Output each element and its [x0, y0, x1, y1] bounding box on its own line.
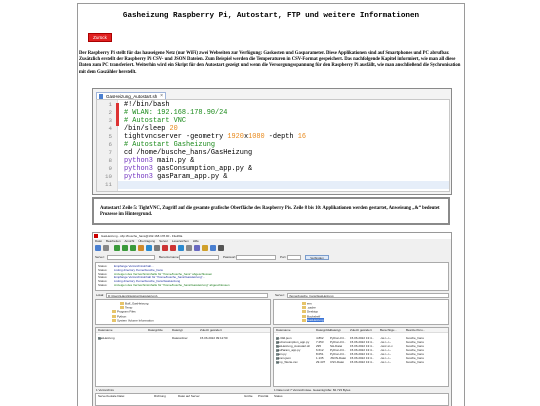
- log-message: Listing directory /home/busche_hans: [114, 267, 163, 272]
- tree-label: .cache: [307, 305, 316, 310]
- user-label: Benutzername:: [159, 255, 180, 259]
- remote-path-input[interactable]: /home/busche_hans/GasHeizung: [287, 293, 449, 298]
- code-line: [124, 117, 186, 125]
- code-token: gasParam_app.py &: [152, 172, 228, 181]
- file-cell-text: 6.612: [316, 348, 324, 352]
- password-input[interactable]: [236, 255, 276, 260]
- server-label: Server:: [95, 255, 105, 259]
- code-line: [124, 109, 227, 117]
- password-label: Passwort:: [223, 255, 237, 259]
- file-cell-text: 15.06.2022 09:12:50: [200, 336, 228, 340]
- file-cell-text: param.json: [276, 356, 291, 360]
- file-cell-text: JSON-Datei: [330, 356, 347, 360]
- column-header[interactable]: Dateityp: [330, 328, 342, 332]
- log-message: Listing directory /home/busche_hans/GasHeizung: [114, 279, 181, 284]
- log-message: Anzeigen des Verzeichnisinhalts für "/home/busche_hans" abgeschlossen: [114, 271, 213, 276]
- queue-column-header[interactable]: Datei auf Server: [178, 394, 200, 398]
- cancel-icon[interactable]: [162, 245, 168, 251]
- file-cell-text: 4.862: [316, 336, 324, 340]
- refresh-icon[interactable]: [146, 245, 152, 251]
- line-number: 2: [108, 109, 112, 116]
- log-kind: Status:: [98, 264, 108, 268]
- file-cell-text: Python-Fil...: [330, 352, 347, 356]
- filezilla-screenshot: [92, 232, 452, 406]
- folder-icon: [112, 310, 116, 313]
- line-number: 1: [108, 101, 112, 108]
- file-cell-text: GasHeizung: [98, 336, 115, 340]
- queue-toggle-icon[interactable]: [138, 245, 144, 251]
- queue-column-header[interactable]: Richtung: [154, 394, 166, 398]
- file-cell-text: ..: [276, 332, 278, 336]
- queue-column-header[interactable]: Priorität: [258, 394, 269, 398]
- queue-column-header[interactable]: Status: [274, 394, 283, 398]
- log-message: Anzeigen des Verzeichnisinhalts für "/home/busche_hans/GasHeizung" abgeschlossen: [114, 283, 230, 287]
- port-input[interactable]: [287, 255, 301, 260]
- line-number: 3: [108, 117, 112, 124]
- file-cell-text: 7.253: [316, 340, 324, 344]
- process-queue-icon[interactable]: [154, 245, 160, 251]
- menu-item[interactable]: Datei: [95, 239, 103, 243]
- log-message: Empfange Verzeichnisinhalt...: [114, 264, 154, 268]
- file-cell-text: busche_hans: [406, 356, 424, 360]
- fz-quickconnect: [93, 254, 451, 261]
- log-toggle-icon[interactable]: [114, 245, 120, 251]
- line-number: 8: [108, 157, 112, 164]
- code-token: -depth: [264, 132, 298, 141]
- code-screenshot: [92, 88, 452, 195]
- file-cell-text: 15.06.2022 13:4...: [350, 348, 375, 352]
- file-cell-text: gc-30d.json: [276, 336, 292, 340]
- file-cell-text: GasHeizung_Autostart.sh: [276, 344, 311, 348]
- file-cell-text: busche_hans: [406, 348, 424, 352]
- binoculars-icon[interactable]: [218, 245, 224, 251]
- code-token: #!/bin/bash: [124, 100, 170, 109]
- menu-item[interactable]: Hilfe: [192, 239, 199, 243]
- log-message: Empfange Verzeichnisinhalt für "/home/busche_hans/GasHeizung"...: [114, 275, 206, 280]
- editor-tab[interactable]: [96, 92, 166, 99]
- queue-column-header[interactable]: Größe: [244, 394, 253, 398]
- caption-box: [92, 197, 450, 225]
- folder-icon: [120, 306, 124, 309]
- quickconnect-button[interactable]: Verbinden: [305, 255, 329, 260]
- local-status: 1 Verzeichnis: [96, 388, 114, 392]
- file-cell-text: main.py: [276, 352, 287, 356]
- remote-status: 1 Datei und 7 Verzeichnisse. Gesamtgröße: 82.723 Bytes: [274, 388, 351, 392]
- fz-toolbar: [95, 245, 275, 252]
- file-cell-text: SH-Datei: [330, 344, 343, 348]
- file-cell-text: busche_hans: [406, 336, 424, 340]
- page-title: Gasheizung Raspberry Pi, Autostart, FTP und weitere Informationen: [122, 12, 420, 20]
- article-page: [77, 3, 465, 406]
- folder-icon: [302, 306, 306, 309]
- compare-icon[interactable]: [194, 245, 200, 251]
- code-token: 16: [297, 132, 306, 141]
- file-row[interactable]: [96, 337, 270, 341]
- tree-label: GasHeizung: [307, 318, 324, 323]
- code-token: # Autostart Gasheizung: [124, 140, 215, 149]
- menu-item[interactable]: Bearbeiten: [106, 239, 121, 243]
- file-cell-text: busche_hans: [406, 352, 424, 356]
- file-row[interactable]: [274, 361, 448, 365]
- code-token: main.py &: [152, 156, 195, 165]
- current-line-highlight: [118, 181, 449, 189]
- code-token: python3: [124, 172, 153, 181]
- column-header[interactable]: Zuletzt geändert: [200, 328, 222, 332]
- server-input[interactable]: [107, 255, 155, 260]
- code-token: gasConsumption_app.py &: [152, 164, 253, 173]
- file-cell-text: -rwxr-xr-x: [380, 344, 393, 348]
- tree-label: Program Files: [117, 309, 136, 314]
- log-kind: Status:: [98, 279, 108, 284]
- port-label: Port:: [280, 255, 287, 259]
- column-header[interactable]: Berechtigu...: [380, 328, 397, 332]
- file-cell-text: gasConsumption_app.py: [276, 340, 310, 344]
- message-log: [95, 262, 449, 291]
- tree-label: Python: [117, 314, 127, 319]
- filezilla-logo-icon: [94, 234, 98, 238]
- tree-label: Buff_GasHeizung: [125, 301, 149, 306]
- chevron-down-icon[interactable]: [103, 245, 109, 251]
- remote-site-label: Server:: [275, 293, 285, 297]
- line-number: 5: [108, 133, 112, 140]
- fz-window-title-text: GasHeizung - sftp://busche_hans@192.168.178.90 - FileZilla: [101, 234, 183, 238]
- file-cell-text: Dateiordner: [172, 336, 188, 340]
- local-path-input[interactable]: D:\Users\Hans\Desktop\GasHeizung\: [106, 293, 268, 298]
- file-cell-text: busche_hans: [406, 360, 424, 364]
- file-cell-text: 15.06.2022 13:4...: [350, 356, 375, 360]
- username-input[interactable]: [179, 255, 219, 260]
- file-cell-text: 8.051: [316, 352, 324, 356]
- remote-tree-item[interactable]: [302, 319, 324, 323]
- tree-label: System Volume Information: [117, 318, 154, 323]
- fz-menubar: [93, 239, 451, 244]
- code-line: [124, 141, 215, 149]
- code-line: [124, 173, 227, 181]
- reconnect-icon[interactable]: [178, 245, 184, 251]
- line-number: 4: [108, 125, 112, 132]
- menu-item[interactable]: Server: [159, 239, 168, 243]
- code-token: 20: [169, 124, 178, 133]
- local-tree-item[interactable]: [112, 319, 154, 323]
- file-cell-text: 15.06.2022 13:4...: [350, 352, 375, 356]
- code-token: x: [243, 132, 249, 141]
- file-cell-text: CSV-Datei: [330, 360, 345, 364]
- filter-icon[interactable]: [186, 245, 192, 251]
- code-token: /bin/sleep: [124, 124, 170, 133]
- code-token: # WLAN: 192.168.178.90/24: [124, 108, 228, 117]
- file-cell-text: -rw-r--r--: [380, 360, 392, 364]
- tree-toggle-icon[interactable]: [122, 245, 128, 251]
- file-cell-text: 29.437: [316, 360, 326, 364]
- column-header[interactable]: Besitzer/Gru...: [406, 328, 426, 332]
- column-header[interactable]: Dateigröße: [316, 328, 331, 332]
- column-header[interactable]: Dateityp: [172, 328, 184, 332]
- file-cell-text: -rw-r--r--: [380, 356, 392, 360]
- log-kind: Status:: [98, 283, 108, 287]
- column-header[interactable]: Zuletzt geändert: [350, 328, 372, 332]
- folder-icon: [302, 302, 306, 305]
- code-token: python3: [124, 164, 153, 173]
- file-cell-text: -rw-r--r--: [380, 340, 392, 344]
- folder-icon: [112, 319, 116, 322]
- file-cell-text: gasParam_app.py: [276, 348, 301, 352]
- file-cell-text: busche_hans: [406, 344, 424, 348]
- code-line: [124, 165, 252, 173]
- file-cell-text: -rw-r--r--: [380, 348, 392, 352]
- close-icon[interactable]: ×: [160, 93, 163, 99]
- column-header[interactable]: Dateigröße: [148, 328, 163, 332]
- code-line: [124, 101, 170, 109]
- log-kind: Status:: [98, 271, 108, 276]
- file-cell-text: Python-Fil...: [330, 348, 347, 352]
- file-cell-text: 295: [316, 344, 322, 348]
- file-cell-text: busche_hans: [406, 340, 424, 344]
- menu-item[interactable]: Ansicht: [124, 239, 135, 243]
- remote-file-list: [273, 327, 449, 387]
- log-kind: Status:: [98, 267, 108, 272]
- caption-text: Autostart! Zeile 5: TightVNC, Zugriff auf die gesamte grafische Oberfläche des Raspberry Pis. Zeile 8 bis 10: Applikationen werden gestartet, Anweisung „&“ bedeutet Prozesse im Hintergrund.: [100, 206, 440, 218]
- file-cell-text: 15.06.2022 13:4...: [350, 360, 375, 364]
- column-header[interactable]: Dateiname: [98, 328, 113, 332]
- file-cell-text: ..: [98, 332, 100, 336]
- log-kind: Status:: [98, 275, 108, 280]
- intro-text: Der Raspberry Pi stellt für das hauseigene Netz (nur WiFi) zwei Webseiten zur Verfügung: Gaskosten und Gasparameter. Diese Applikationen sind auf Smartphones und PC abrufbar. Zusätzlich erstellt der Raspberry Pi CSV- und JSON Dateien. Zum Beispiel werden die Temperaturen in CSV-Format gespeichert. Das nachfolgende Kapitel informiert, wie man all diese Daten zum PC transferiert. Weiterhin wird ein Skript für den Autostart gezeigt und wenn die Versorgungsspannung für den Raspberry Pi ausfällt, wie man anschließend die Sychronisation mit dem Gaszähler herstellt.: [79, 51, 461, 75]
- tree-label: Bookshelf: [307, 314, 321, 319]
- line-number: 9: [108, 165, 112, 172]
- code-token: python3: [124, 156, 153, 165]
- log-line: [98, 284, 230, 288]
- file-cell-text: -rw-r--r--: [380, 336, 392, 340]
- code-line: [124, 133, 306, 141]
- code-line: [124, 157, 194, 165]
- local-file-list: [95, 327, 271, 387]
- line-number: 11: [105, 181, 112, 188]
- code-editor: [96, 99, 450, 192]
- disconnect-icon[interactable]: [170, 245, 176, 251]
- search-icon[interactable]: [210, 245, 216, 251]
- file-cell-text: Python-Fil...: [330, 336, 347, 340]
- code-line: [124, 125, 178, 133]
- menu-item[interactable]: Lesezeichen: [171, 239, 189, 243]
- remote-tree-icon[interactable]: [130, 245, 136, 251]
- sync-browse-icon[interactable]: [202, 245, 208, 251]
- local-site-label: Lokal:: [96, 293, 105, 297]
- folder-icon: [302, 315, 306, 318]
- file-cell-text: temp_Werte.csv: [276, 360, 298, 364]
- file-cell-text: 1.135: [316, 356, 324, 360]
- line-number: 10: [105, 173, 112, 180]
- file-cell-text: -rw-r--r--: [380, 352, 392, 356]
- tree-label: Desktop: [307, 309, 319, 314]
- code-token: # Autostart VNC: [124, 116, 187, 125]
- file-cell-text: 15.06.2022 13:4...: [350, 336, 375, 340]
- file-cell-text: 15.06.2022 13:4...: [350, 344, 375, 348]
- column-header[interactable]: Dateiname: [276, 328, 291, 332]
- file-cell-text: 15.06.2022 13:4...: [350, 340, 375, 344]
- line-number: 7: [108, 149, 112, 156]
- folder-icon: [112, 315, 116, 318]
- line-gutter: [97, 100, 118, 191]
- code-token: cd /home/busche_hans/GasHeizung: [124, 148, 253, 157]
- code-token: 1080: [248, 132, 265, 141]
- tree-label: Temp: [125, 305, 133, 310]
- folder-icon: [302, 310, 306, 313]
- back-button[interactable]: Zurück: [88, 33, 112, 42]
- transfer-queue: [95, 393, 449, 406]
- change-marker: [116, 103, 119, 126]
- local-dir-tree: [95, 299, 271, 325]
- code-line: [124, 149, 252, 157]
- menu-item[interactable]: Übertragung: [138, 239, 156, 243]
- folder-icon: [120, 302, 124, 305]
- remote-dir-tree: [273, 299, 449, 325]
- file-cell-text: Python-Fil...: [330, 340, 347, 344]
- tree-label: env: [307, 301, 312, 306]
- site-manager-icon[interactable]: [95, 245, 101, 251]
- folder-icon: [302, 319, 306, 322]
- code-token: 1920: [227, 132, 244, 141]
- queue-column-header[interactable]: Server/Lokale Datei: [98, 394, 125, 398]
- line-number: 6: [108, 141, 112, 148]
- editor-tab-label: GasHeizung_Autostart.sh: [106, 94, 158, 99]
- code-token: tightvncserver -geometry: [124, 132, 228, 141]
